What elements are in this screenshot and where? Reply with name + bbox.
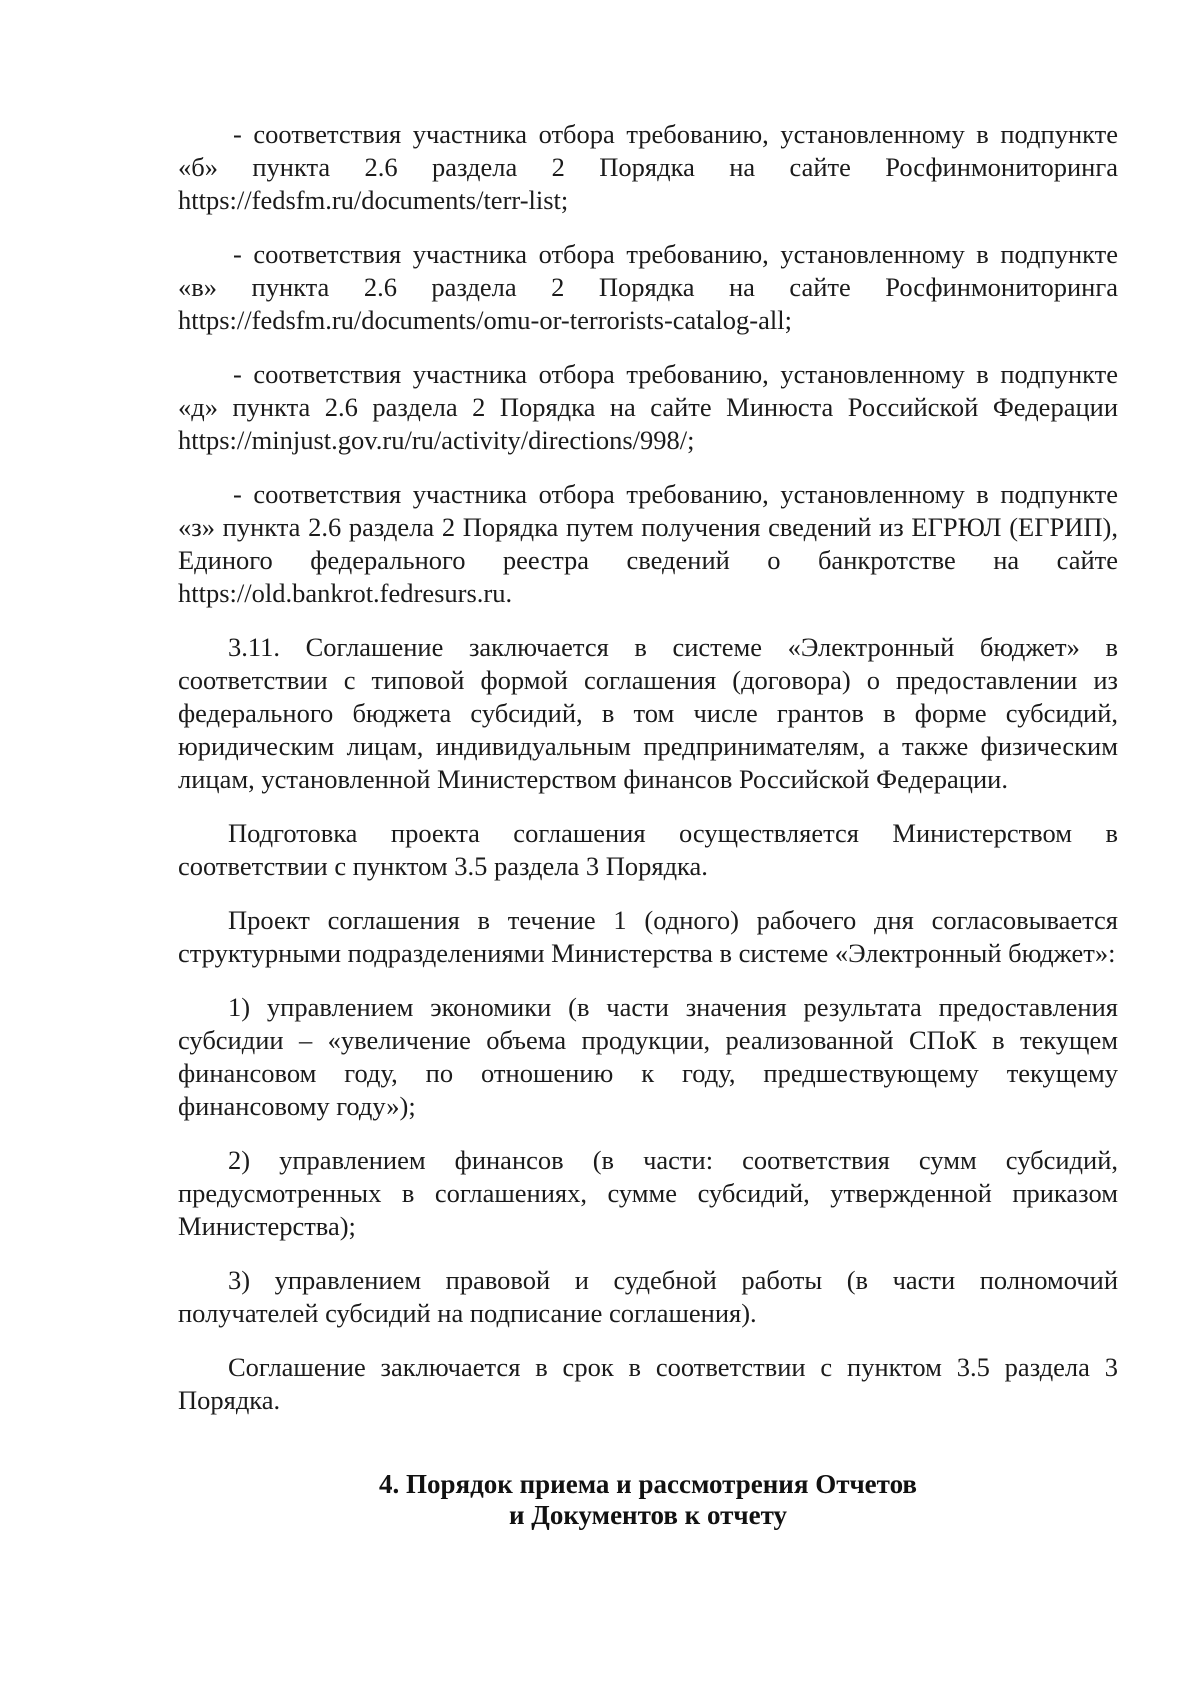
body-paragraph: Подготовка проекта соглашения осуществляется Министерством в соответствии с пунктом 3.5 раздела 3 Порядка. xyxy=(178,818,1118,881)
numbered-item-paragraph: 3) управлением правовой и судебной работы (в части полномочий получателей субсидий на подписание соглашения). xyxy=(178,1265,1118,1328)
body-paragraph: Проект соглашения в течение 1 (одного) рабочего дня согласовывается структурными подразделениями Министерства в системе «Электронный бюджет»: xyxy=(178,905,1118,968)
clause-3-11-paragraph: 3.11. Соглашение заключается в системе «Электронный бюджет» в соответствии с типовой формой соглашения (договора) о предоставлении из федерального бюджета субсидий, в том числе грантов в форме субсидий, юридическим лицам, индивидуальным предпринимателям, а также физическим лицам, установленной Министерством финансов Российской Федерации. xyxy=(178,632,1118,794)
bullet-paragraph: - соответствия участника отбора требованию, установленному в подпункте «в» пункта 2.6 раздела 2 Порядка на сайте Росфинмониторинга https://fedsfm.ru/documents/omu-or-terrorists-catalog-all; xyxy=(178,239,1118,335)
document-body xyxy=(178,118,1118,1531)
section-heading-line: и Документов к отчету xyxy=(508,1500,788,1530)
numbered-item-paragraph: 1) управлением экономики (в части значения результата предоставления субсидии – «увеличение объема продукции, реализованной СПоК в текущем финансовом году, по отношению к году, предшествующему текущему финансовому году»); xyxy=(178,992,1118,1121)
numbered-item-paragraph: 2) управлением финансов (в части: соответствия сумм субсидий, предусмотренных в соглашениях, сумме субсидий, утвержденной приказом Министерства); xyxy=(178,1145,1118,1241)
bullet-paragraph: - соответствия участника отбора требованию, установленному в подпункте «д» пункта 2.6 раздела 2 Порядка на сайте Минюста Российской Федерации https://minjust.gov.ru/ru/activity/directions/998/; xyxy=(178,359,1118,455)
body-paragraph: Соглашение заключается в срок в соответствии с пунктом 3.5 раздела 3 Порядка. xyxy=(178,1352,1118,1415)
section-heading xyxy=(178,1469,1118,1531)
bullet-paragraph: - соответствия участника отбора требованию, установленному в подпункте «б» пункта 2.6 раздела 2 Порядка на сайте Росфинмониторинга https://fedsfm.ru/documents/terr-list; xyxy=(178,119,1118,215)
section-heading-line: 4. Порядок приема и рассмотрения Отчетов xyxy=(379,1469,917,1499)
bullet-paragraph: - соответствия участника отбора требованию, установленному в подпункте «з» пункта 2.6 раздела 2 Порядка путем получения сведений из ЕГРЮЛ (ЕГРИП), Единого федерального реестра сведений о банкротстве на сайте https://old.bankrot.fedresurs.ru. xyxy=(178,479,1118,608)
